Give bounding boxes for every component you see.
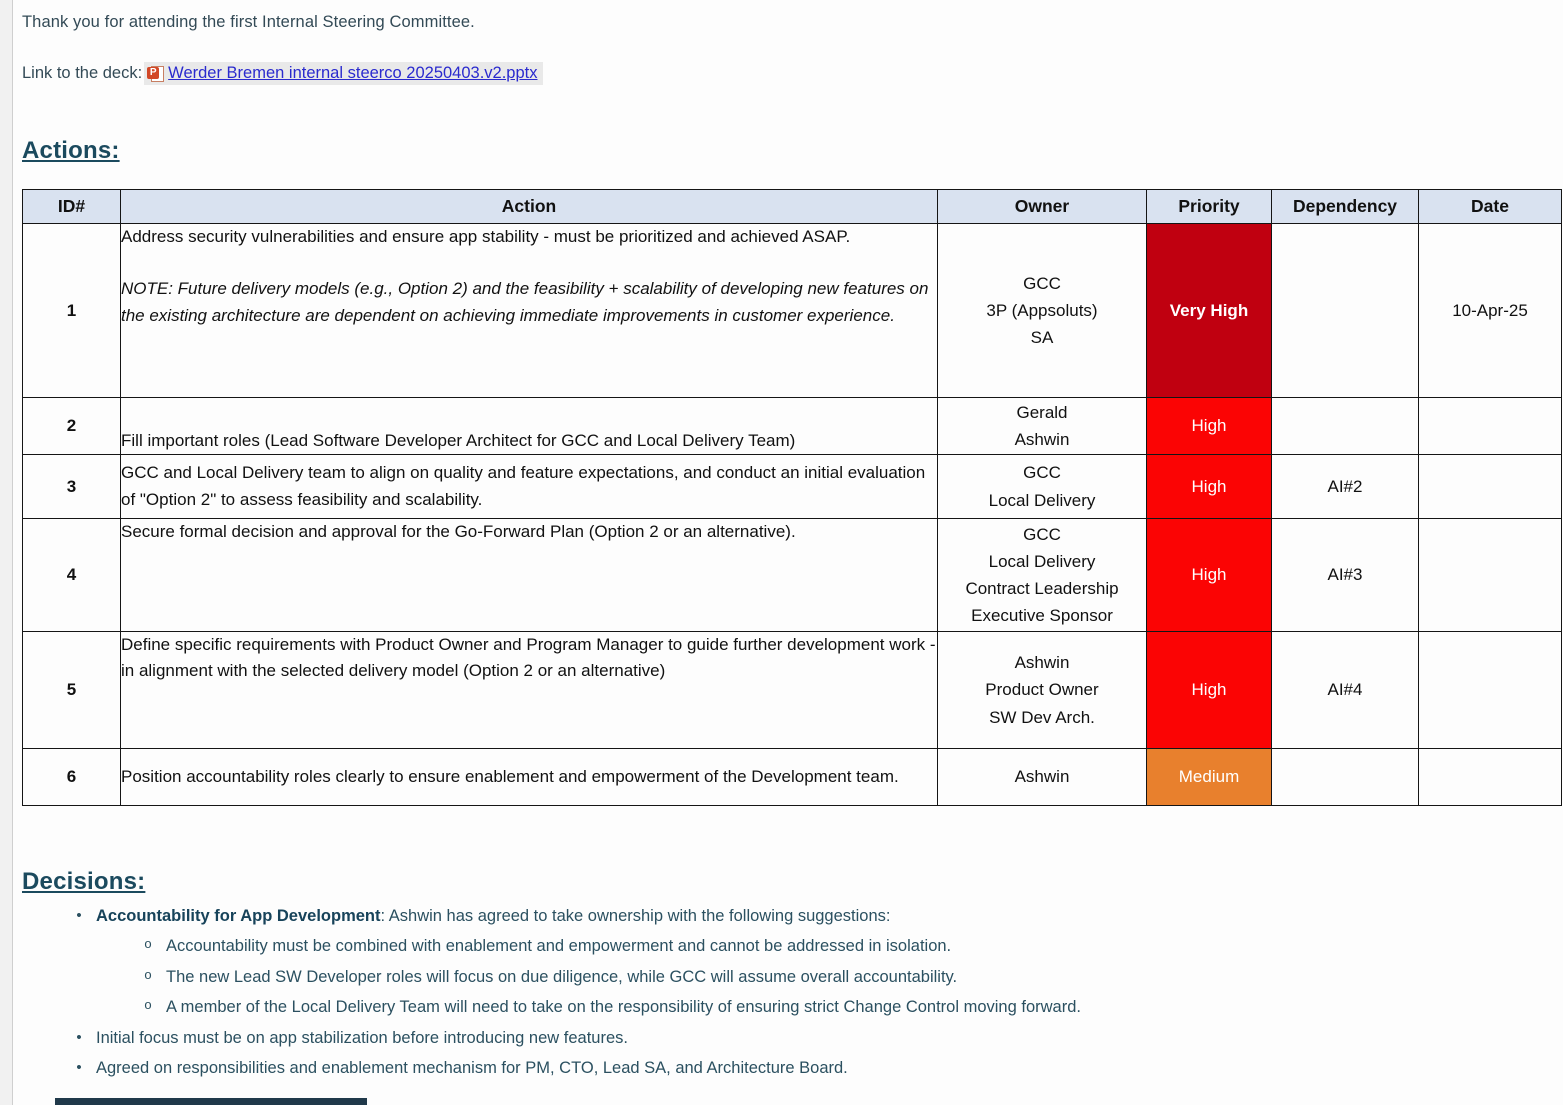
intro-text: Thank you for attending the first Internal Steering Committee.	[22, 13, 475, 31]
owner-line: Ashwin	[1014, 430, 1070, 449]
owner-line: Local Delivery	[988, 490, 1096, 510]
decision-text: A member of the Local Delivery Team will need to take on the responsibility of ensuring strict Change Control moving forward.	[166, 998, 1081, 1017]
action-id-cell: 1	[23, 224, 121, 398]
owner-line: Executive Sponsor	[971, 606, 1113, 626]
action-id-cell: 2	[23, 398, 121, 455]
date-cell	[1419, 398, 1562, 455]
action-row-4	[23, 519, 1562, 632]
priority-cell: High	[1147, 398, 1272, 455]
action-text-cell	[121, 455, 938, 519]
action-row-2	[23, 398, 1562, 455]
column-header-priority: Priority	[1147, 190, 1272, 224]
column-header-owner: Owner	[938, 190, 1147, 224]
owner-line: 3P (Appsoluts)	[986, 300, 1098, 320]
owner-cell	[938, 455, 1147, 519]
owner-cell	[938, 224, 1147, 398]
owner-line: Ashwin	[1014, 653, 1070, 673]
owner-cell	[938, 519, 1147, 632]
deck-link-line	[22, 62, 1561, 85]
action-id-cell: 5	[23, 632, 121, 749]
bullet-dot-icon: •	[76, 907, 82, 924]
owner-line: Local Delivery	[988, 551, 1096, 571]
owner-line: Gerald	[1016, 402, 1068, 422]
action-row-5	[23, 632, 1562, 749]
date-cell	[1419, 749, 1562, 806]
owner-cell	[938, 749, 1147, 806]
decision-sub-bullet	[22, 997, 1561, 1018]
action-paragraph: Position accountability roles clearly to ensure enablement and empowerment of the Development team.	[121, 766, 899, 786]
action-text-cell	[121, 398, 938, 455]
decision-sub-bullet	[22, 967, 1561, 988]
dependency-cell: AI#4	[1272, 632, 1419, 749]
action-paragraph: GCC and Local Delivery team to align on quality and feature expectations, and conduct an initial evaluation of "Option 2" to assess feasibility and scalability.	[121, 463, 926, 509]
action-row-6	[23, 749, 1562, 806]
date-cell: 10-Apr-25	[1419, 224, 1562, 398]
deck-link-wrap	[144, 62, 542, 85]
action-row-3	[23, 455, 1562, 519]
owner-cell	[938, 632, 1147, 749]
action-id-cell: 3	[23, 455, 121, 519]
column-header-action: Action	[121, 190, 938, 224]
decision-bullet	[22, 906, 1561, 927]
window-left-edge	[0, 0, 13, 1105]
owner-line: GCC	[1023, 273, 1061, 293]
action-paragraph: Fill important roles (Lead Software Developer Architect for GCC and Local Delivery Team)	[121, 430, 796, 450]
dependency-cell: AI#3	[1272, 519, 1419, 632]
decision-text: The new Lead SW Developer roles will focus on due diligence, while GCC will assume overall accountability.	[166, 967, 958, 986]
owner-line: Ashwin	[1014, 767, 1070, 787]
date-cell	[1419, 632, 1562, 749]
bullet-circle-icon: o	[144, 936, 152, 952]
owner-line: SW Dev Arch.	[989, 707, 1095, 727]
date-cell	[1419, 455, 1562, 519]
actions-table-header-row	[23, 190, 1562, 224]
dependency-cell	[1272, 224, 1419, 398]
cutoff-next-section	[55, 1098, 367, 1105]
date-cell	[1419, 519, 1562, 632]
dependency-cell: AI#2	[1272, 455, 1419, 519]
action-id-cell: 6	[23, 749, 121, 806]
decision-text: Accountability must be combined with enablement and empowerment and cannot be addressed in isolation.	[166, 937, 952, 956]
action-id-cell: 4	[23, 519, 121, 632]
column-header-id: ID#	[23, 190, 121, 224]
bullet-dot-icon: •	[76, 1059, 82, 1077]
actions-heading: Actions:	[22, 137, 120, 164]
bullet-circle-icon: o	[144, 966, 152, 982]
decision-text: Initial focus must be on app stabilization before introducing new features.	[96, 1028, 628, 1047]
owner-cell	[938, 398, 1147, 455]
decisions-heading: Decisions:	[22, 868, 146, 895]
owner-line: SA	[1030, 328, 1054, 348]
decision-bullet	[22, 1028, 1561, 1049]
priority-cell: High	[1147, 455, 1272, 519]
column-header-date: Date	[1419, 190, 1562, 224]
action-text-cell	[121, 749, 938, 806]
priority-cell: Very High	[1147, 224, 1272, 398]
owner-line: Contract Leadership	[965, 579, 1119, 598]
document-body	[22, 0, 1561, 1080]
column-header-dependency: Dependency	[1272, 190, 1419, 224]
deck-link[interactable]: Werder Bremen internal steerco 20250403.v2.pptx	[168, 64, 538, 82]
action-paragraph: Define specific requirements with Product Owner and Program Manager to guide further development work - in alignment with the selected delivery model (Option 2 or an alternative)	[121, 635, 936, 681]
actions-table	[22, 189, 1562, 806]
decisions-list	[22, 906, 1561, 1080]
priority-cell: Medium	[1147, 749, 1272, 806]
decision-bullet	[22, 1058, 1561, 1079]
bullet-circle-icon: o	[144, 997, 152, 1013]
action-text-cell	[121, 224, 938, 398]
action-paragraph: Secure formal decision and approval for the Go-Forward Plan (Option 2 or an alternative).	[121, 522, 796, 541]
owner-line: GCC	[1023, 524, 1061, 544]
bullet-dot-icon: •	[76, 1028, 82, 1046]
priority-cell: High	[1147, 519, 1272, 632]
action-text-cell	[121, 632, 938, 749]
action-note-paragraph: NOTE: Future delivery models (e.g., Option 2) and the feasibility + scalability of developing new features on the existing architecture are dependent on achieving immediate improvements in customer experience.	[121, 279, 929, 325]
owner-line: Product Owner	[985, 680, 1099, 700]
deck-link-label: Link to the deck:	[22, 64, 143, 82]
action-paragraph: Address security vulnerabilities and ensure app stability - must be prioritized and achieved ASAP.	[121, 227, 851, 246]
dependency-cell	[1272, 398, 1419, 455]
dependency-cell	[1272, 749, 1419, 806]
priority-cell: High	[1147, 632, 1272, 749]
owner-line: GCC	[1023, 463, 1061, 483]
action-text-cell	[121, 519, 938, 632]
powerpoint-file-icon: P	[147, 65, 164, 82]
action-row-1	[23, 224, 1562, 398]
decision-sub-bullet	[22, 936, 1561, 957]
decision-text: Agreed on responsibilities and enablement mechanism for PM, CTO, Lead SA, and Architecture Board.	[96, 1059, 848, 1078]
decision-text: Accountability for App Development: Ashwin has agreed to take ownership with the following suggestions:	[96, 907, 891, 925]
